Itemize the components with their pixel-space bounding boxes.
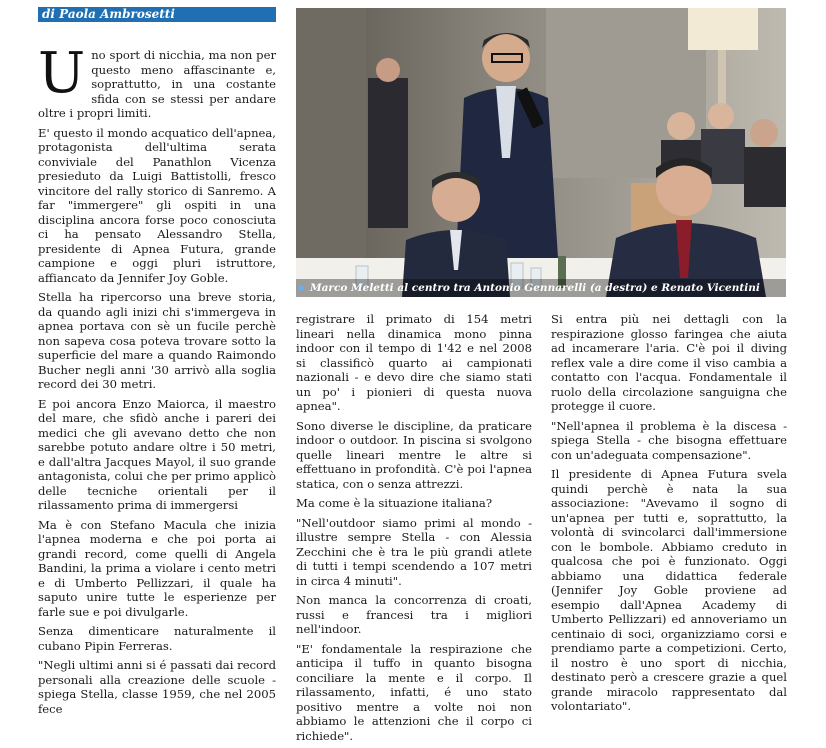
article-column-2 [296,312,532,748]
paragraph: no sport di nicchia, ma non per questo meno affascinante e, soprattutto, in una costante sfida con se stessi per andare oltre i propri limiti. [38,48,276,120]
article-column-3 [551,312,787,719]
article-column-1 [38,41,276,721]
paragraph: "E' fondamentale la respirazione che anticipa il tuffo in quanto bisogna conciliare la mente e il corpo. Il rilassamento, infatti, é uno stato positivo mentre a volte noi non abbiamo le attenzioni che il corpo ci richiede". [296,641,532,743]
paragraph: Sono diverse le discipline, da praticare indoor o outdoor. In piscina si svolgono quelle lineari mentre le altre si effettuano in profondità. C'è poi l'apnea statica, con o senza attrezzi. [296,418,532,491]
paragraph: registrare il primato di 154 metri lineari nella dinamica mono pinna indoor con il tempo di 1'42 e nel 2008 si classificò quarto ai campionati nazionali - e devo dire che siamo stati un po' i pionieri di questa nuova apnea". [296,312,532,413]
paragraph: "Negli ultimi anni si é passati dai record personali alla creazione delle scuole - spiega Stella, classe 1959, che nel 2005 fece [38,658,276,716]
author-byline: di Paola Ambrosetti [38,7,276,22]
paragraph: "Nell'outdoor siamo primi al mondo - illustre sempre Stella - con Alessia Zecchini che è tra le più grandi atlete di tutti i tempi scendendo a 107 metri in circa 4 minuti". [296,515,532,588]
drop-cap: U [38,41,86,106]
paragraph: E poi ancora Enzo Maiorca, il maestro del mare, che sfidò anche i pareri dei medici che gli avevano detto che non sarebbe potuto andare oltre i 50 metri, e dall'altra Jacques Mayol, il suo grande antagonista, colui che per primo applicò delle tecniche orientali per il rilassamento prima di immergersi [38,396,276,512]
paragraph: Senza dimenticare naturalmente il cubano Pipin Ferreras. [38,624,276,653]
paragraph: Non manca la concorrenza di croati, russi e francesi tra i migliori nell'indoor. [296,593,532,636]
paragraph: Ma è con Stefano Macula che inizia l'apnea moderna e che poi porta ai grandi record, come quelli di Angela Bandini, la prima a violare i cento metri e di Umberto Pellizzari, il quale ha saputo unire tutte le esperienze per farle sue e poi divulgarle. [38,517,276,619]
photo-caption: Marco Meletti al centro tra Antonio Gennarelli (a destra) e Renato Vicentini [310,282,760,294]
paragraph: Ma come è la situazione italiana? [296,496,493,510]
photo-illustration [296,8,786,297]
paragraph: "Nell'apnea il problema è la discesa - spiega Stella - che bisogna effettuare con un'adeguata compensazione". [551,418,787,462]
paragraph: Si entra più nei dettagli con la respirazione glosso faringea che aiuta ad incamerare l'aria. C'è poi il diving reflex vale a dire come il viso cambia a contatto con l'acqua. Fondamentale il ruolo della circolazione sanguigna che protegge il cuore. [551,312,787,413]
article-photo [296,8,786,297]
paragraph: Stella ha ripercorso una breve storia, da quando agli inizi chi s'immergeva in apnea portava con sè un fucile perchè non sapeva cosa poteva trovare sotto la superficie del mare a quando Raimondo Bucher negli anni '30 arrivò alla soglia record dei 30 metri. [38,290,276,391]
paragraph: Il presidente di Apnea Futura svela quindi perchè è nata la sua associazione: "Avevamo il sogno di un'apnea per tutti e, soprattutto, la volontà di svincolarci dall'immersione con le bombole. Abbiamo creduto in qualcosa che poi è funzionato. Oggi abbiamo una didattica federale (Jennifer Joy Goble proviene ad esempio dall'Apnea Academy di Umberto Pellizzari) ed annoveriamo un centinaio di soci, organizziamo corsi e prendiamo parte a competizioni. Certo, il nostro è uno sport di nicchia, destinato però a crescere grazie a quel grande miracolo rappresentato dal volontariato". [551,467,787,713]
paragraph: E' questo il mondo acquatico dell'apnea, protagonista dell'ultima serata conviviale del Panathlon Vicenza presieduto da Luigi Battistolli, fresco vincitore del rally storico di Sanremo. A far "immergere" gli ospiti in una disciplina ancora forse poco conosciuta ci ha pensato Alessandro Stella, presidente di Apnea Futura, grande campione e oggi pluri istruttore, affiancato da Jennifer Joy Goble. [38,125,276,285]
arrow-bullet-icon [299,284,305,292]
